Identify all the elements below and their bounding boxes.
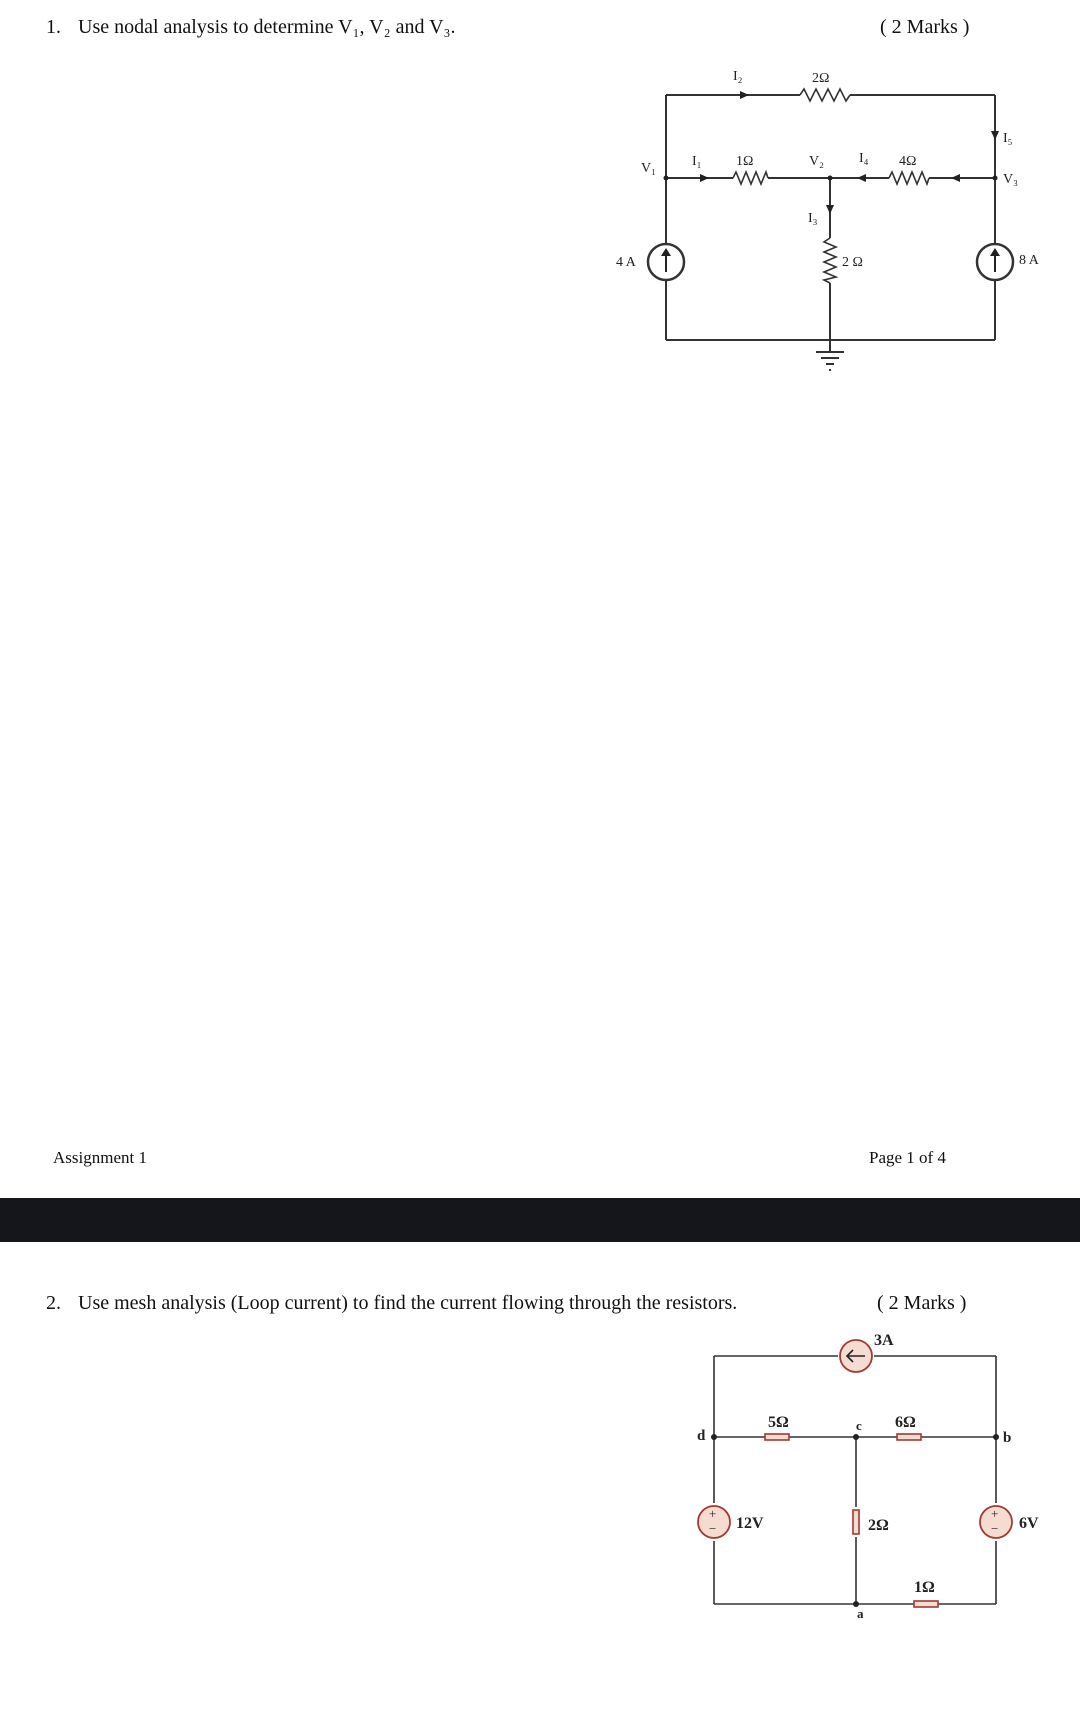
footer-page-number: Page 1 of 4 xyxy=(869,1148,946,1167)
label-source-8a: 8 A xyxy=(1019,253,1039,268)
resistor-1ohm xyxy=(914,1601,938,1607)
voltage-source-6v xyxy=(980,1506,1012,1538)
question-1-marks: ( 2 Marks ) xyxy=(880,16,970,38)
minus-sign-6v: − xyxy=(991,1521,999,1536)
label-i3: I₃ xyxy=(808,211,818,226)
label-i5: I₅ xyxy=(1003,131,1013,146)
label-r-1ohm: 1Ω xyxy=(914,1579,935,1596)
plus-sign-6v: + xyxy=(991,1506,999,1521)
label-r-2ohm: 2Ω xyxy=(868,1517,889,1534)
label-source-6v: 6V xyxy=(1019,1515,1039,1532)
plus-sign-12v: + xyxy=(709,1506,717,1521)
circuit-2-wires xyxy=(714,1356,999,1604)
label-source-4a: 4 A xyxy=(616,255,636,270)
label-r-top: 2Ω xyxy=(812,71,830,86)
question-2-number: 2. xyxy=(46,1292,61,1314)
label-i2: I₂ xyxy=(733,69,743,84)
question-2-marks: ( 2 Marks ) xyxy=(877,1292,967,1314)
resistor-6ohm xyxy=(897,1434,921,1440)
question-2-text: Use mesh analysis (Loop current) to find the current flowing through the resistors. xyxy=(78,1292,738,1314)
voltage-source-12v xyxy=(698,1506,730,1538)
resistor-5ohm xyxy=(765,1434,789,1440)
label-node-d: d xyxy=(697,1428,706,1444)
label-v3: V₃ xyxy=(1003,172,1018,187)
label-v1: V₁ xyxy=(641,161,656,176)
node-b xyxy=(993,1434,999,1440)
label-i1: I₁ xyxy=(692,154,702,169)
footer-assignment: Assignment 1 xyxy=(53,1148,147,1167)
label-r-right: 4Ω xyxy=(899,154,917,169)
label-source-12v: 12V xyxy=(736,1515,764,1532)
label-source-3a: 3A xyxy=(874,1332,894,1349)
label-r-mid: 2 Ω xyxy=(842,255,863,270)
label-v2: V₂ xyxy=(809,154,824,169)
label-r-5ohm: 5Ω xyxy=(768,1414,789,1431)
label-node-b: b xyxy=(1003,1430,1012,1446)
label-node-a: a xyxy=(857,1606,864,1621)
label-r-6ohm: 6Ω xyxy=(895,1414,916,1431)
node-d xyxy=(711,1434,717,1440)
current-source-3a xyxy=(840,1340,872,1372)
label-node-c: c xyxy=(856,1418,862,1433)
label-i4: I₄ xyxy=(859,151,869,166)
label-r-left: 1Ω xyxy=(736,154,754,169)
resistor-2ohm xyxy=(853,1510,859,1534)
question-1-text: Use nodal analysis to determine V₁, V₂ and V₃. xyxy=(78,16,456,38)
minus-sign-12v: − xyxy=(709,1521,717,1536)
node-c xyxy=(853,1434,859,1440)
question-1-number: 1. xyxy=(46,16,61,38)
